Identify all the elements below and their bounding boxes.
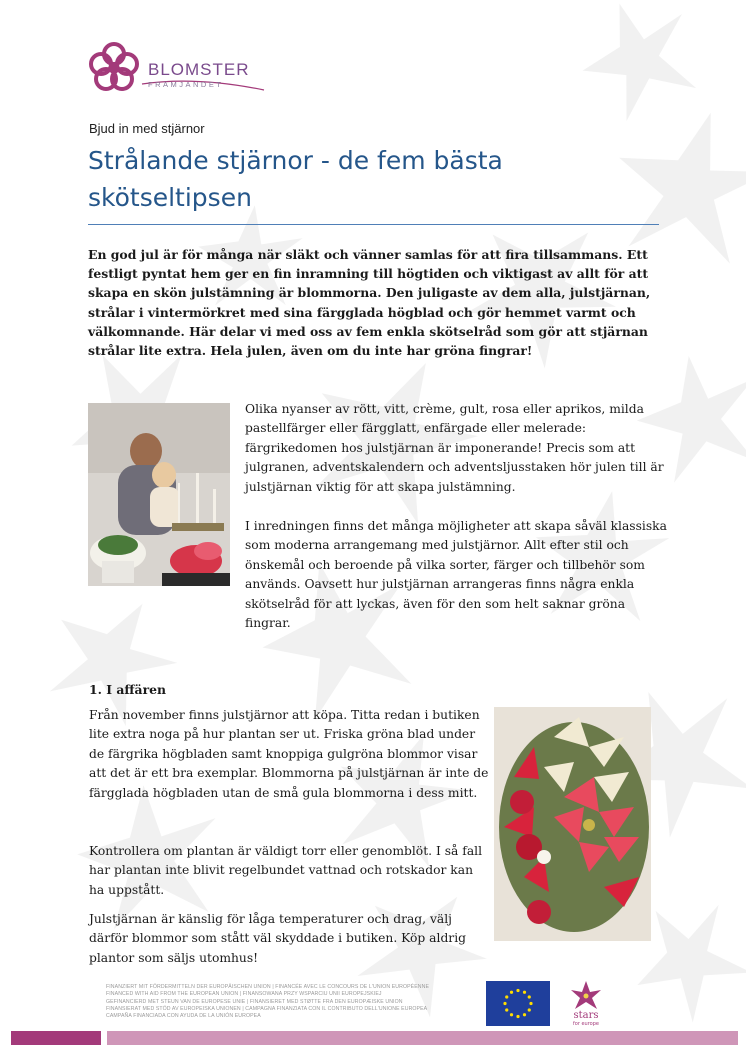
lead-paragraph: En god jul är för många när släkt och vänner samlas för att fira tillsammans. Ett festligt pyntat hem ger en fin inramning till högtiden och viktigast av allt för att skapa en skön julstämning är blommorna. Den juligaste av dem alla, julstjärnan, strålar i vintermörkret med sina färgglada högblad och gör hemmet varmt och välkomnande. Här delar vi med oss av fem enkla skötselråd som gör att stjärnan strålar lite extra. Hela julen, även om du inte har gröna fingrar! <box>88 247 651 359</box>
funding-line: FINANZIERT MIT FÖRDERMITTELN DER EUROPÄISCHEN UNION | FINANCÉE AVEC LE CONCOURS DE L'UNION EUROPÉENNE <box>106 984 430 990</box>
eu-star <box>503 1002 506 1005</box>
funding-line: FINANSIERAT MED STÖD AV EUROPEISKA UNIONEN | CAMPAGNA FINANZIATA CON IL CONTRIBUTO DELL'UNIONE EUROPEA <box>106 1005 428 1012</box>
logo-wordmark: BLOMSTER <box>148 60 250 79</box>
eu-star <box>523 991 526 994</box>
footer-bar-right <box>107 1031 738 1045</box>
eu-star <box>523 1013 526 1016</box>
section1-paragraph-3: Julstjärnan är känslig för låga temperaturer och drag, välj därför blommor som stått väl skyddade i butiken. Köp aldrig plantor som säljs utomhus! <box>89 912 466 965</box>
eu-star <box>510 1013 513 1016</box>
poinsettia-bouquet-photo <box>494 707 651 941</box>
funding-line: GEFINANCIERD MET STEUN VAN DE EUROPESE UNIE | FINANSIERET MED STØTTE FRA DEN EUROPÆISKE UNION <box>106 998 403 1005</box>
stars-for-europe-logo <box>561 979 611 1027</box>
eu-funding-notice <box>106 984 478 1020</box>
intro-paragraph-2: I inredningen finns det många möjligheter att skapa såväl klassiska som moderna arrangemang med julstjärnor. Allt efter stil och önskemål och beroende på vilka sorter, färger och tillbehör som används. Oavsett hur julstjärnan arrangeras finns några enkla skötselråd för att lyckas, även för den som helt saknar gröna fingrar. <box>245 519 667 631</box>
section1-paragraph-1: Från november finns julstjärnor att köpa. Titta redan i butiken lite extra noga på hur plantan ser ut. Friska gröna blad under de färgrika högbladen samt knoppiga gulgröna blommor visar att det är ett bra exemplar. Blommorna på julstjärnan är inte de färgglada högbladen utan de små gula blommorna i dess mitt. <box>89 708 489 800</box>
eu-star <box>510 991 513 994</box>
funding-line: FINANCED WITH AID FROM THE EUROPEAN UNION | FINANSOWANA PRZY WSPARCIU UNII EUROPEJSKIEJ <box>106 991 382 998</box>
eu-star <box>505 1008 508 1011</box>
section-heading-1: 1. I affären <box>89 682 167 697</box>
eu-star <box>516 1015 519 1018</box>
svg-text:for europe: for europe <box>573 1021 599 1027</box>
eu-star <box>505 995 508 998</box>
kicker: Bjud in med stjärnor <box>89 121 205 136</box>
svg-text:stars: stars <box>573 1010 599 1021</box>
eu-star <box>529 1002 532 1005</box>
logo-subtext: FRÄMJANDET <box>148 80 224 89</box>
eu-star <box>516 989 519 992</box>
intro-paragraph-1: Olika nyanser av rött, vitt, crème, gult, rosa eller aprikos, milda pastellfärger eller färgglatt, enfärgade eller melerade: färgrikedomen hos julstjärnan är imponerande! Precis som att julgranen, adventskalendern och adventsljusstaken hör julen till är julstjärnan viktig för att skapa julstämning. <box>245 402 664 494</box>
eu-star <box>528 1008 531 1011</box>
funding-line: CAMPAÑA FINANCIADA CON AYUDA DE LA UNIÓN EUROPEA <box>106 1013 261 1020</box>
family-poinsettia-photo <box>88 403 230 586</box>
section1-paragraph-2: Kontrollera om plantan är väldigt torr eller genomblöt. I så fall har plantan inte blivit regelbundet vattnad och rotskador kan ha uppstått. <box>89 844 483 897</box>
eu-star <box>528 995 531 998</box>
footer-bar-left <box>11 1031 101 1045</box>
eu-flag-logo <box>486 981 550 1026</box>
page-title: Strålande stjärnor - de fem bästa skötseltipsen <box>88 146 503 212</box>
title-divider <box>88 224 659 225</box>
